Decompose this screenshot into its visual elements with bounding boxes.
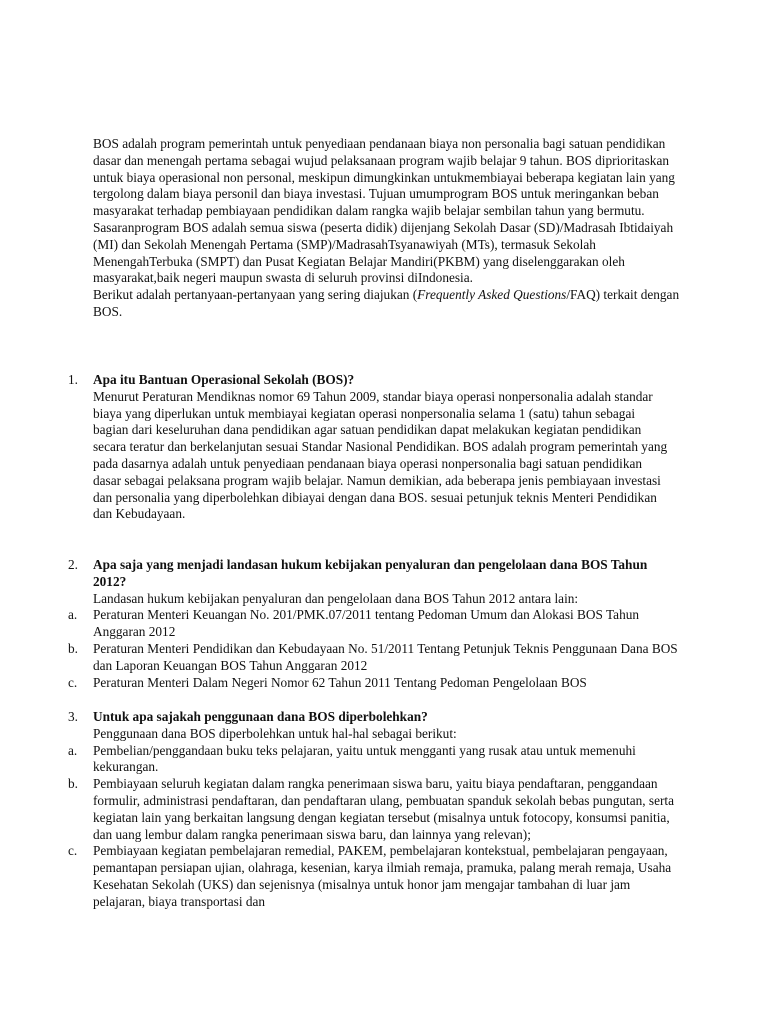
list-item [0,743,683,777]
question-text: Untuk apa sajakah penggunaan dana BOS diperbolehkan? [93,709,428,724]
list-marker: c. [68,843,78,859]
list-item [0,675,683,692]
list-item-text: Peraturan Menteri Dalam Negeri Nomor 62 Tahun 2011 Tentang Pedoman Pengelolaan BOS [93,674,587,690]
list-item-text: Pembiayaan seluruh kegiatan dalam rangka penerimaan siswa baru, yaitu biaya pendaftaran, penggandaan formulir, administrasi pendaftaran, dan pendaftaran ulang, pembuatan spanduk sekolah bebas pungutan, serta kegiatan lain yang berkaitan langsung dengan kegiatan tersebut (misalnya untuk fotocopy, konsumsi panitia, dan uang lembur dalam rangka penerimaan siswa baru, dan lainnya yang relevan); [93,776,675,842]
answer-paragraph: Penggunaan dana BOS diperbolehkan untuk hal-hal sebagai berikut: [93,725,457,741]
list-marker: b. [68,776,78,792]
question-number: 3. [68,709,78,724]
intro-section [93,136,685,321]
question-number: 2. [68,557,78,572]
question-text: Apa itu Bantuan Operasional Sekolah (BOS)? [93,372,355,387]
faq-question [0,709,673,726]
list-item-text: Peraturan Menteri Keuangan No. 201/PMK.07/2011 tentang Pedoman Umum dan Alokasi BOS Tahun Anggaran 2012 [93,607,640,640]
faq-section-2 [0,557,768,691]
list-item-text: Peraturan Menteri Pendidikan dan Kebudayaan No. 51/2011 Tentang Petunjuk Teknis Penggunaan Dana BOS dan Laporan Keuangan BOS Tahun Anggaran 2012 [93,640,678,673]
intro-paragraph: BOS adalah program pemerintah untuk penyediaan pendanaan biaya non personalia bagi satuan pendidikan dasar dan menengah pertama sebagai wujud pelaksanaan program wajib belajar 9 tahun. BOS diprioritaskan untuk biaya operasional non personal, meskipun dimungkinkan untukmembiayai beberapa kegiatan lain yang tergolong dalam biaya personil dan biaya investasi. Tujuan umumprogram BOS untuk meringankan beban masyarakat terhadap pembiayaan pendidikan dalam rangka wajib belajar sembilan tahun yang bermutu. Sasaranprogram BOS adalah semua siswa (peserta didik) dijenjang Sekolah Dasar (SD)/Madrasah Ibtidaiyah (MI) dan Sekolah Menengah Pertama (SMP)/MadrasahTsyanawiyah (MTs), termasuk Sekolah MenengahTerbuka (SMPT) dan Pusat Kegiatan Belajar Mandiri(PKBM) yang diselenggarakan oleh masyarakat,baik negeri maupun swasta di seluruh provinsi diIndonesia. [93,136,675,286]
answer-paragraph: Menurut Peraturan Mendiknas nomor 69 Tahun 2009, standar biaya operasi nonpersonalia adalah standar biaya yang diperlukan untuk membiayai kegiatan operasi nonpersonalia selama 1 (satu) tahun sebagai bagian dari keseluruhan dana pendidikan agar satuan pendidikan dapat melakukan kegiatan pendidikan secara teratur dan berkelanjutan sesuai Standar Nasional Pendidikan. BOS adalah program pemerintah yang pada dasarnya adalah untuk penyediaan pendanaan biaya operasi nonpersonalia bagi satuan pendidikan dasar sebagai pelaksana program wajib belajar. Namun demikian, ada beberapa jenis pembiayaan investasi dan personalia yang diperbolehkan dibiayai dengan dana BOS. sesuai petunjuk teknis Menteri Pendidikan dan Kebudayaan. [93,388,668,522]
faq-question [0,372,673,389]
faq-question [0,557,673,591]
faq-section-3 [0,709,768,911]
question-text: Apa saja yang menjadi landasan hukum kebijakan penyaluran dan pengelolaan dana BOS Tahun 2012? [93,557,648,589]
faq-section-1 [0,372,768,523]
list-item [0,843,683,910]
list-marker: b. [68,640,78,656]
list-item-text: Pembelian/penggandaan buku teks pelajaran, yaitu untuk mengganti yang rusak atau untuk memenuhi kekurangan. [93,742,636,775]
faq-intro-paragraph [93,287,685,321]
list-item [0,641,683,675]
faq-intro-text-end: /FAQ) terkait dengan BOS. [93,287,680,319]
list-item-text: Pembiayaan kegiatan pembelajaran remedial, PAKEM, pembelajaran kontekstual, pembelajaran pengayaan, pemantapan persiapan ujian, olahraga, kesenian, karya ilmiah remaja, pramuka, palang merah remaja, Usaha Kesehatan Sekolah (UKS) dan sejenisnya (misalnya untuk honor jam mengajar tambahan di luar jam pelajaran, biaya transportasi dan [93,843,672,909]
list-item [0,776,683,843]
list-marker: a. [68,607,78,623]
list-marker: c. [68,674,78,690]
faq-intro-italic: Frequently Asked Questions [417,287,567,303]
question-number: 1. [68,372,78,387]
list-marker: a. [68,742,78,758]
faq-intro-text: Berikut adalah pertanyaan-pertanyaan yang sering diajukan ( [93,287,418,303]
answer-paragraph: Landasan hukum kebijakan penyaluran dan pengelolaan dana BOS Tahun 2012 antara lain: [93,590,579,606]
list-item [0,607,683,641]
